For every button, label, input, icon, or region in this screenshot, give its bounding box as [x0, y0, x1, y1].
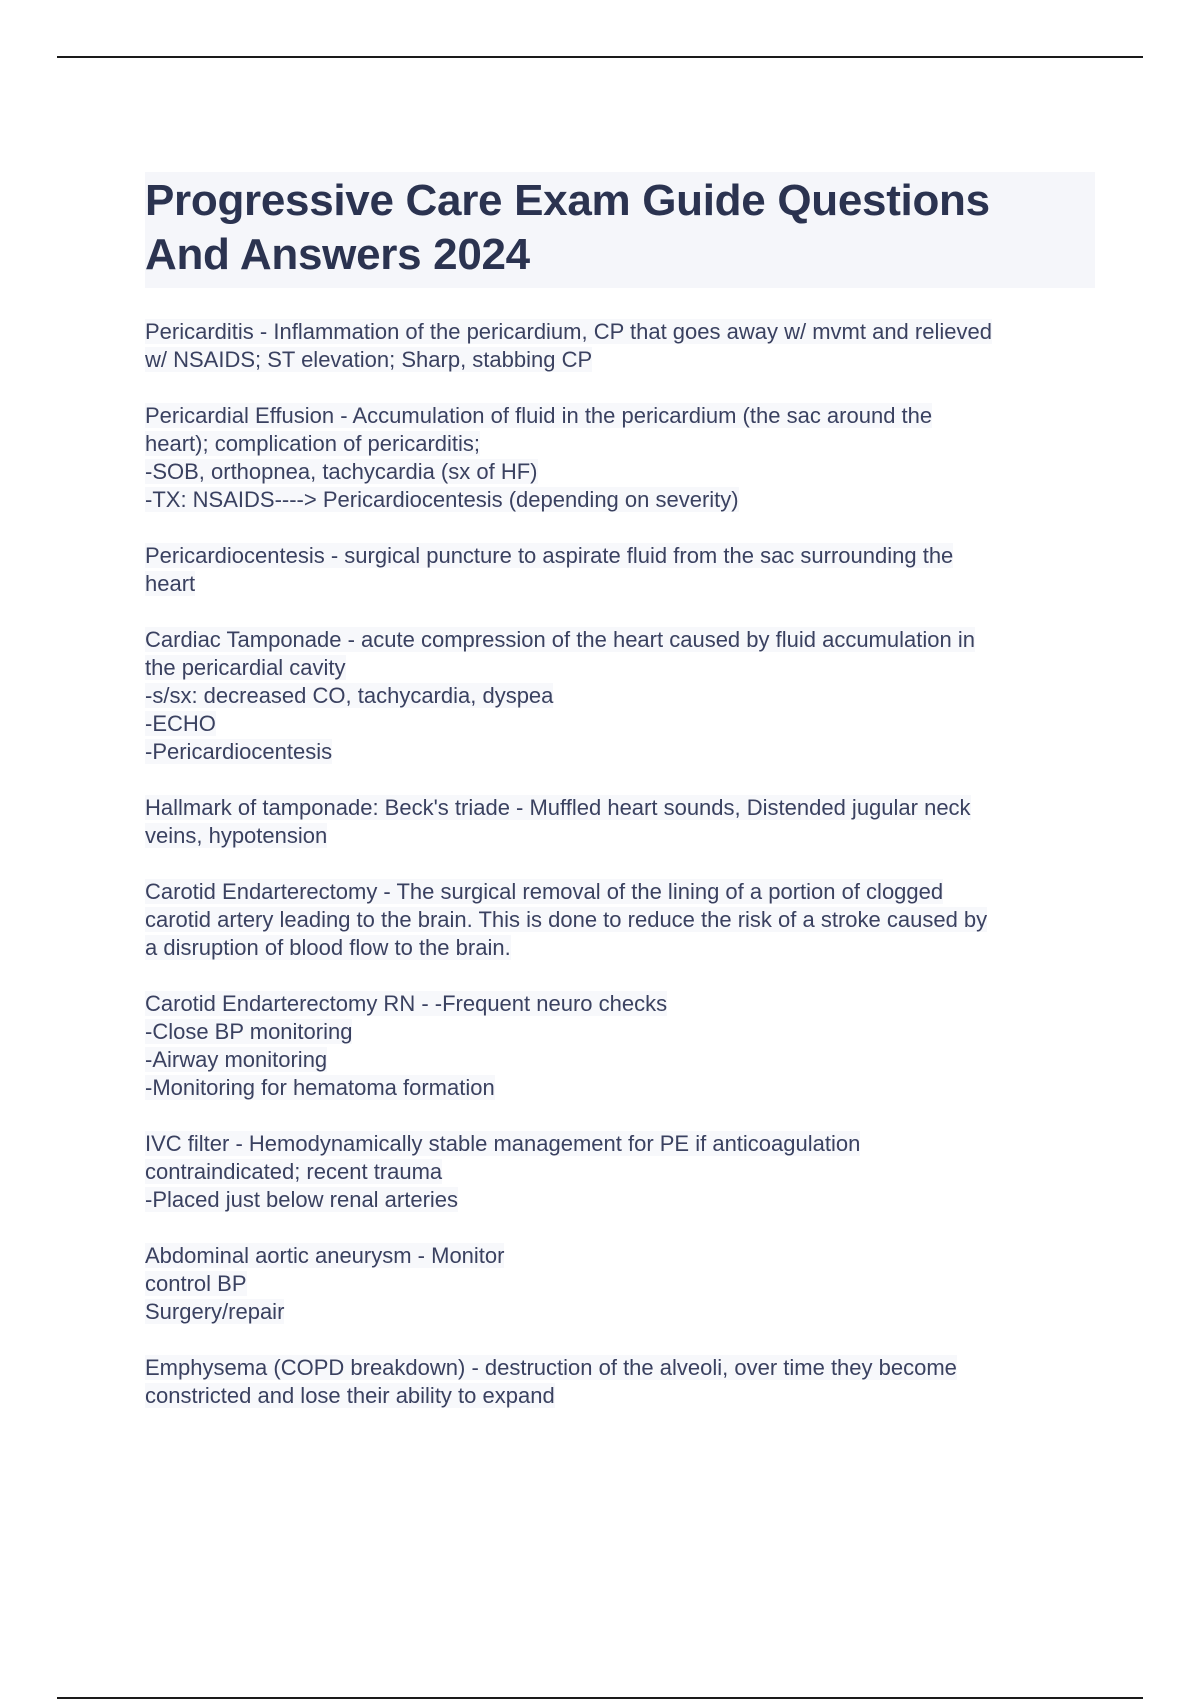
- qa-entry: [145, 402, 1095, 514]
- qa-entry-text: Pericardial Effusion - Accumulation of fluid in the pericardium (the sac around the: [145, 403, 933, 428]
- qa-entry-text: the pericardial cavity: [145, 655, 346, 680]
- qa-entry-line: [145, 1382, 1095, 1410]
- qa-entry-line: [145, 682, 1095, 710]
- qa-entry-line: [145, 654, 1095, 682]
- qa-entry-text: heart: [145, 571, 196, 596]
- qa-entry-text: -ECHO: [145, 711, 216, 736]
- qa-entry-line: [145, 626, 1095, 654]
- qa-entry-text: -Placed just below renal arteries: [145, 1187, 459, 1212]
- qa-entry-line: [145, 570, 1095, 598]
- qa-entry-line: [145, 402, 1095, 430]
- qa-entry-line: [145, 1046, 1095, 1074]
- qa-entry-line: [145, 710, 1095, 738]
- qa-entry-text: Carotid Endarterectomy RN - -Frequent neuro checks: [145, 991, 668, 1016]
- qa-entry-line: [145, 346, 1095, 374]
- qa-entry: [145, 318, 1095, 374]
- qa-entry-line: [145, 1130, 1095, 1158]
- qa-entry-text: Cardiac Tamponade - acute compression of the heart caused by fluid accumulation in: [145, 627, 975, 652]
- qa-entry-text: -SOB, orthopnea, tachycardia (sx of HF): [145, 459, 538, 484]
- qa-entry-text: heart); complication of pericarditis;: [145, 431, 481, 456]
- qa-entry-line: [145, 1270, 1095, 1298]
- qa-entry-text: Surgery/repair: [145, 1299, 285, 1324]
- qa-entry-line: [145, 1242, 1095, 1270]
- title-line: And Answers 2024: [145, 230, 530, 279]
- qa-entry: [145, 878, 1095, 962]
- qa-entry-line: [145, 486, 1095, 514]
- qa-entry-line: [145, 430, 1095, 458]
- qa-entry-line: [145, 542, 1095, 570]
- qa-entry-text: -Airway monitoring: [145, 1047, 328, 1072]
- qa-entry: [145, 990, 1095, 1102]
- qa-entry-text: Pericardiocentesis - surgical puncture to aspirate fluid from the sac surrounding the: [145, 543, 954, 568]
- qa-entry-line: [145, 738, 1095, 766]
- qa-entry-line: [145, 878, 1095, 906]
- document-title: [145, 174, 1095, 282]
- qa-entry-text: contraindicated; recent trauma: [145, 1159, 443, 1184]
- qa-entry-text: -Pericardiocentesis: [145, 739, 333, 764]
- qa-entry-line: [145, 1158, 1095, 1186]
- qa-entry-line: [145, 1298, 1095, 1326]
- qa-entry-text: -s/sx: decreased CO, tachycardia, dyspea: [145, 683, 554, 708]
- qa-entry: [145, 1242, 1095, 1326]
- qa-entry-line: [145, 1354, 1095, 1382]
- qa-entry: [145, 626, 1095, 766]
- qa-entry-text: Emphysema (COPD breakdown) - destruction of the alveoli, over time they become: [145, 1355, 957, 1380]
- qa-entry-text: carotid artery leading to the brain. This is done to reduce the risk of a stroke caused by: [145, 907, 988, 932]
- qa-entry-line: [145, 1018, 1095, 1046]
- qa-entry-line: [145, 934, 1095, 962]
- document-body: [145, 172, 1095, 1438]
- qa-entry-text: Abdominal aortic aneurysm - Monitor: [145, 1243, 505, 1268]
- qa-entry-text: -Monitoring for hematoma formation: [145, 1075, 495, 1100]
- qa-entry-text: veins, hypotension: [145, 823, 328, 848]
- qa-entry-text: a disruption of blood flow to the brain.: [145, 935, 511, 960]
- qa-entry-text: IVC filter - Hemodynamically stable management for PE if anticoagulation: [145, 1131, 861, 1156]
- qa-entry: [145, 1354, 1095, 1410]
- title-block: [145, 172, 1095, 288]
- qa-entry-text: Hallmark of tamponade: Beck's triade - Muffled heart sounds, Distended jugular neck: [145, 795, 971, 820]
- qa-entry-text: constricted and lose their ability to expand: [145, 1383, 555, 1408]
- bottom-rule: [57, 1697, 1143, 1699]
- qa-entry-text: control BP: [145, 1271, 247, 1296]
- qa-entry-text: -Close BP monitoring: [145, 1019, 353, 1044]
- qa-entry-line: [145, 1186, 1095, 1214]
- qa-entry-line: [145, 990, 1095, 1018]
- title-line: Progressive Care Exam Guide Questions: [145, 176, 990, 225]
- top-rule: [57, 56, 1143, 58]
- qa-entry-line: [145, 906, 1095, 934]
- qa-entry-text: Pericarditis - Inflammation of the pericardium, CP that goes away w/ mvmt and relieved: [145, 319, 992, 344]
- qa-entry: [145, 542, 1095, 598]
- qa-entry-text: w/ NSAIDS; ST elevation; Sharp, stabbing CP: [145, 347, 593, 372]
- qa-entry-line: [145, 1074, 1095, 1102]
- qa-entry-line: [145, 458, 1095, 486]
- qa-entry: [145, 1130, 1095, 1214]
- qa-list: [145, 318, 1095, 1410]
- qa-entry: [145, 794, 1095, 850]
- qa-entry-line: [145, 822, 1095, 850]
- qa-entry-line: [145, 794, 1095, 822]
- qa-entry-line: [145, 318, 1095, 346]
- qa-entry-text: -TX: NSAIDS----> Pericardiocentesis (depending on severity): [145, 487, 739, 512]
- qa-entry-text: Carotid Endarterectomy - The surgical removal of the lining of a portion of clogged: [145, 879, 944, 904]
